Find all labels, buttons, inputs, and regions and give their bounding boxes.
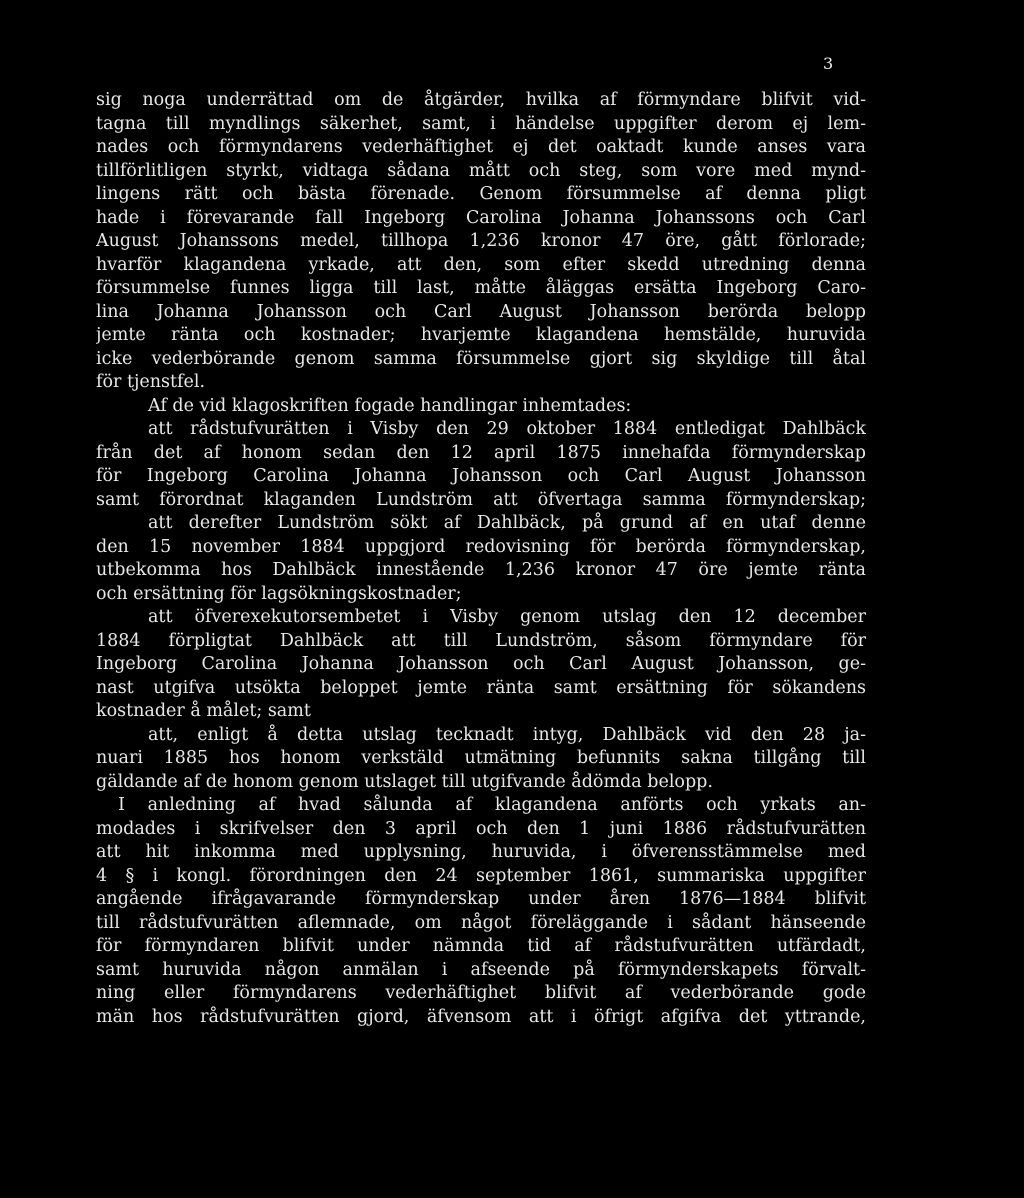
text-line: I anledning af hvad sålunda af klagandena anförts och yrkats an- xyxy=(118,795,866,815)
text-line: samt förordnat klaganden Lundström att öfvertaga samma förmynderskap; xyxy=(96,489,866,510)
text-line: angående ifrågavarande förmynderskap under åren 1876—1884 blifvit xyxy=(96,889,866,909)
text-line: hvarför klagandena yrkade, att den, som efter skedd utredning denna xyxy=(96,254,866,275)
text-line: Ingeborg Carolina Johanna Johansson och Carl August Johansson, ge- xyxy=(96,654,866,674)
text-line: nades och förmyndarens vederhäftighet ej det oaktadt kunde anses vara xyxy=(96,137,866,157)
text-line: till rådstufvurätten aflemnade, om något föreläggande i sådant hänseende xyxy=(96,912,866,933)
text-line: jemte ränta och kostnader; hvarjemte klagandena hemstälde, huruvida xyxy=(96,325,866,345)
text-line: nast utgifva utsökta beloppet jemte ränta samt ersättning för sökandens xyxy=(96,677,866,698)
text-line: tillförlitligen styrkt, vidtaga sådana mått och steg, som vore med mynd- xyxy=(96,160,866,181)
text-line: att rådstufvurätten i Visby den 29 oktober 1884 entledigat Dahlbäck xyxy=(148,419,866,439)
text-line: att derefter Lundström sökt af Dahlbäck, på grund af en utaf denne xyxy=(148,513,866,533)
text-line: sig noga underrättad om de åtgärder, hvilka af förmyndare blifvit vid- xyxy=(96,90,866,110)
text-line: modades i skrifvelser den 3 april och den 1 juni 1886 rådstufvurätten xyxy=(96,818,866,839)
text-line: ning eller förmyndarens vederhäftighet blifvit af vederbörande gode xyxy=(96,983,866,1003)
text-line: kostnader å målet; samt xyxy=(96,701,311,721)
text-line: för Ingeborg Carolina Johanna Johansson och Carl August Johansson xyxy=(96,466,866,486)
text-line: för tjenstfel. xyxy=(96,372,206,392)
page-number: 3 xyxy=(823,54,834,73)
text-line: tagna till myndlings säkerhet, samt, i händelse uppgifter derom ej lem- xyxy=(96,113,866,134)
text-line: nuari 1885 hos honom verkstäld utmätning befunnits sakna tillgång till xyxy=(96,748,866,768)
text-line: utbekomma hos Dahlbäck innestående 1,236 kronor 47 öre jemte ränta xyxy=(96,560,866,580)
text-line: män hos rådstufvurätten gjord, äfvensom att i öfrigt afgifva det yttrande, xyxy=(96,1006,866,1027)
text-line: från det af honom sedan den 12 april 1875 innehafda förmynderskap xyxy=(96,442,866,463)
text-line: hade i förevarande fall Ingeborg Carolina Johanna Johanssons och Carl xyxy=(96,207,866,228)
text-line: samt huruvida någon anmälan i afseende på förmynderskapets förvalt- xyxy=(96,959,866,980)
body-text xyxy=(96,89,866,1029)
text-line: och ersättning för lagsökningskostnader; xyxy=(96,583,462,604)
text-line: att öfverexekutorsembetet i Visby genom utslag den 12 december xyxy=(148,607,866,627)
text-line: att hit inkomma med upplysning, huruvida, i öfverensstämmelse med xyxy=(96,842,866,862)
text-line: lina Johanna Johansson och Carl August Johansson berörda belopp xyxy=(96,301,866,322)
text-line: gäldande af de honom genom utslaget till utgifvande ådömda belopp. xyxy=(96,771,713,792)
text-line: att, enligt å detta utslag tecknadt intyg, Dahlbäck vid den 28 ja- xyxy=(148,724,866,745)
text-line: icke vederbörande genom samma försummelse gjort sig skyldige till åtal xyxy=(96,348,866,369)
text-line: försummelse funnes ligga till last, måtte åläggas ersätta Ingeborg Caro- xyxy=(96,278,866,298)
text-line: för förmyndaren blifvit under nämnda tid af rådstufvurätten utfärdadt, xyxy=(96,936,866,956)
text-line: Af de vid klagoskriften fogade handlingar inhemtades: xyxy=(148,395,632,416)
text-line: den 15 november 1884 uppgjord redovisning för berörda förmynderskap, xyxy=(96,536,866,557)
text-line: August Johanssons medel, tillhopa 1,236 kronor 47 öre, gått förlorade; xyxy=(96,231,866,251)
text-line: 1884 förpligtat Dahlbäck att till Lundström, såsom förmyndare för xyxy=(96,630,866,651)
text-line: lingens rätt och bästa förenade. Genom försummelse af denna pligt xyxy=(96,184,866,204)
text-line: 4 § i kongl. förordningen den 24 september 1861, summariska uppgifter xyxy=(96,865,866,886)
